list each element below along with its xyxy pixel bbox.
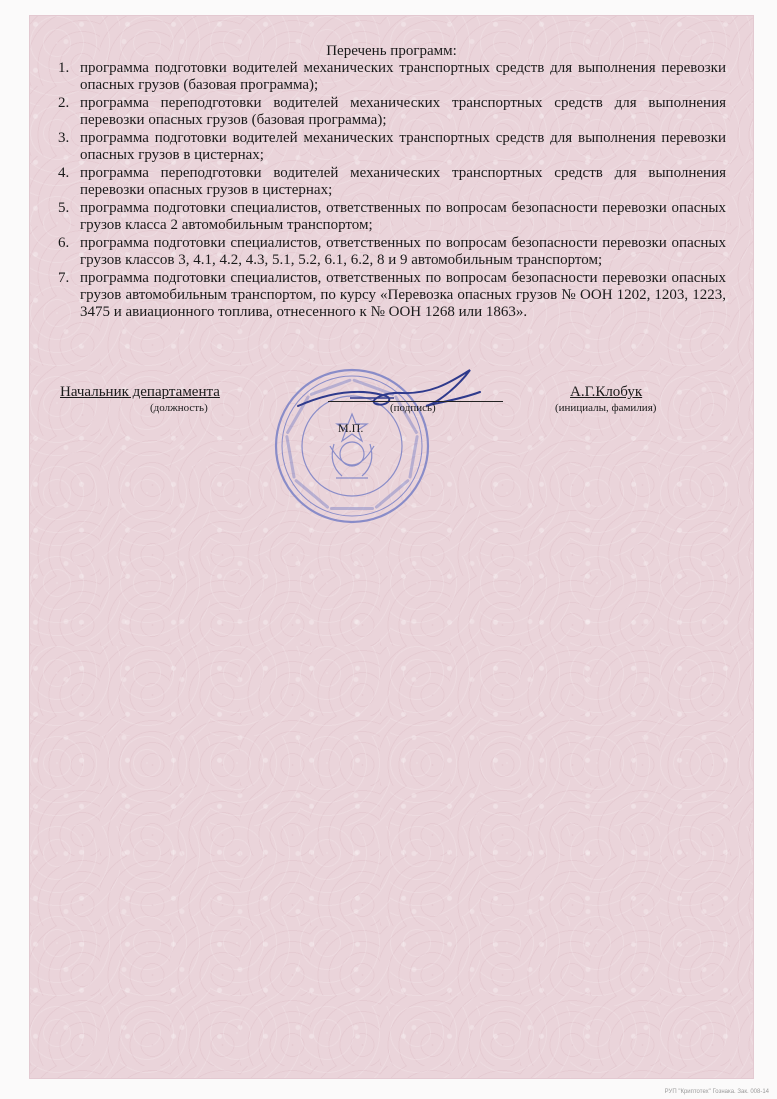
list-item-number: 2. bbox=[58, 95, 70, 111]
list-item bbox=[58, 130, 726, 164]
signer-position: Начальник департамента bbox=[60, 384, 220, 400]
program-list-title: Перечень программ: bbox=[326, 43, 457, 59]
list-item-text: программа подготовки водителей механических транспортных средств для выполнения перевозки опасных грузов в цистернах; bbox=[80, 130, 726, 163]
list-item bbox=[58, 235, 726, 269]
signature-caption: (подпись) bbox=[390, 402, 436, 414]
program-list bbox=[58, 60, 726, 322]
list-item bbox=[58, 165, 726, 199]
list-item-number: 7. bbox=[58, 270, 70, 286]
list-item-text: программа переподготовки водителей механических транспортных средств для выполнения перевозки опасных грузов (базовая программа); bbox=[80, 95, 726, 128]
list-item-text: программа подготовки специалистов, ответственных по вопросам безопасности перевозки опасных грузов классов 3, 4.1, 4.2, 4.3, 5.1, 5.2, 6.1, 6.2, 8 и 9 автомобильным транспортом; bbox=[80, 235, 726, 268]
printer-mark: РУП "Криптотех" Гознака. Зак. 008-14 bbox=[664, 1089, 769, 1095]
name-caption: (инициалы, фамилия) bbox=[555, 402, 657, 414]
list-item-text: программа переподготовки водителей механических транспортных средств для выполнения перевозки опасных грузов в цистернах; bbox=[80, 165, 726, 198]
list-item-text: программа подготовки специалистов, ответственных по вопросам безопасности перевозки опасных грузов класса 2 автомобильным транспортом; bbox=[80, 200, 726, 233]
list-item bbox=[58, 60, 726, 94]
document-sheet bbox=[30, 16, 753, 1078]
list-item-number: 4. bbox=[58, 165, 70, 181]
list-item-number: 6. bbox=[58, 235, 70, 251]
list-item-text: программа подготовки специалистов, ответственных по вопросам безопасности перевозки опасных грузов автомобильным транспортом, по курсу «Перевозка опасных грузов № ООН 1202, 1203, 1223, 3475 и авиационного топлива, отнесенного к № ООН 1268 или 1863». bbox=[80, 270, 726, 320]
list-item bbox=[58, 200, 726, 234]
list-item-text: программа подготовки водителей механических транспортных средств для выполнения перевозки опасных грузов (базовая программа); bbox=[80, 60, 726, 93]
seal-place-label: М.П. bbox=[338, 421, 364, 435]
list-item bbox=[58, 95, 726, 129]
list-item-number: 3. bbox=[58, 130, 70, 146]
list-item-number: 5. bbox=[58, 200, 70, 216]
signer-name: А.Г.Клобук bbox=[570, 384, 643, 400]
list-item bbox=[58, 270, 726, 321]
position-caption: (должность) bbox=[150, 402, 208, 414]
list-item-number: 1. bbox=[58, 60, 70, 76]
